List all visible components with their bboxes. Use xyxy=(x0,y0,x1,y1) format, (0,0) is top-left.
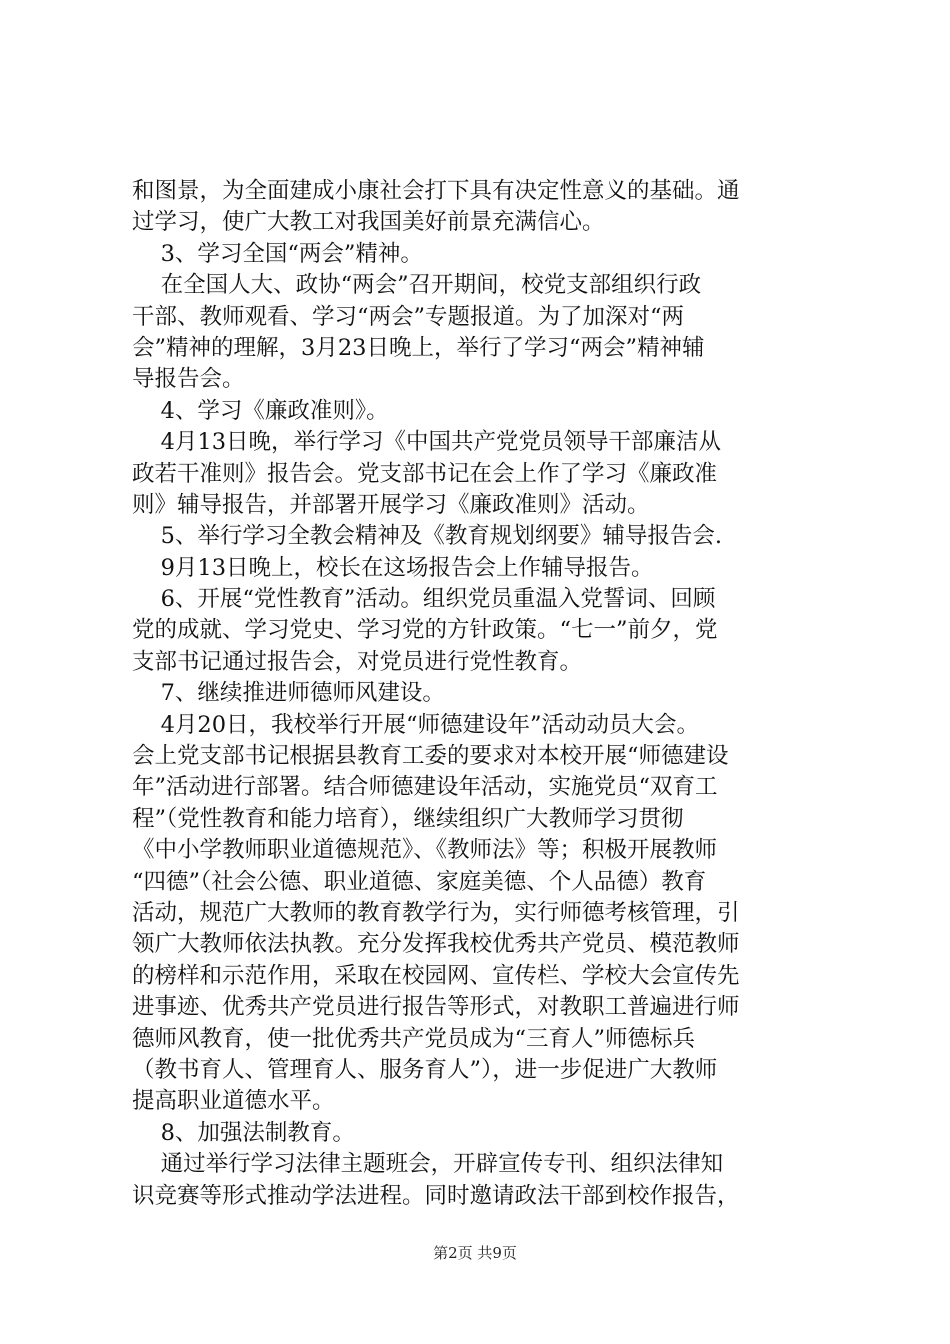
text-line: 在全国人大、政协“两会”召开期间，校党支部组织行政 xyxy=(132,272,702,299)
text-line: 过学习，使广大教工对我国美好前景充满信心。 xyxy=(132,209,605,236)
text-line: 通过举行学习法律主题班会，开辟宣传专刊、组织法律知 xyxy=(132,1151,724,1178)
text-line: （教书育人、管理育人、服务育人”），进一步促进广大教师 xyxy=(132,1056,718,1083)
text-line: 9月13日晚上，校长在这场报告会上作辅导报告。 xyxy=(132,554,654,581)
text-line: 德师风教育，使一批优秀共产党员成为“三育人”师德标兵 xyxy=(132,1025,696,1052)
text-line: 7、继续推进师德师风建设。 xyxy=(132,680,445,707)
text-line: 提高职业道德水平。 xyxy=(132,1088,335,1115)
text-line: 领广大教师依法执教。充分发挥我校优秀共产党员、模范教师 xyxy=(132,931,740,958)
text-line: 3、学习全国“两会”精神。 xyxy=(132,240,423,267)
text-line: 导报告会。 xyxy=(132,366,245,393)
text-line: 会”精神的理解，3月23日晚上，举行了学习“两会”精神辅 xyxy=(132,334,705,361)
text-line: 4、学习《廉政准则》。 xyxy=(132,397,389,424)
text-line: 会上党支部书记根据县教育工委的要求对本校开展“师德建设 xyxy=(132,743,729,770)
text-line: 8、加强法制教育。 xyxy=(132,1119,355,1146)
text-line: 4月13日晚，举行学习《中国共产党党员领导干部廉洁从 xyxy=(132,429,722,456)
text-line: 支部书记通过报告会，对党员进行党性教育。 xyxy=(132,648,583,675)
body-text xyxy=(132,176,832,1212)
text-line: 则》辅导报告，并部署开展学习《廉政准则》活动。 xyxy=(132,491,650,518)
text-line: 政若干准则》报告会。党支部书记在会上作了学习《廉政准 xyxy=(132,460,718,487)
text-line: 党的成就、学习党史、学习党的方针政策。“七一”前夕，党 xyxy=(132,617,718,644)
text-line: 进事迹、优秀共产党员进行报告等形式，对教职工普遍进行师 xyxy=(132,994,740,1021)
text-line: “四德”（社会公德、职业道德、家庭美德、个人品德）教育 xyxy=(132,868,707,895)
text-line: 年”活动进行部署。结合师德建设年活动，实施党员“双育工 xyxy=(132,774,718,801)
text-line: 6、开展“党性教育”活动。组织党员重温入党誓词、回顾 xyxy=(132,586,716,613)
text-line: 5、举行学习全教会精神及《教育规划纲要》辅导报告会. xyxy=(132,523,723,550)
text-line: 和图景，为全面建成小康社会打下具有决定性意义的基础。通 xyxy=(132,178,740,204)
text-line: 《中小学教师职业道德规范》、《教师法》等；积极开展教师 xyxy=(132,837,718,864)
text-line: 程”（党性教育和能力培育），继续组织广大教师学习贯彻 xyxy=(132,805,684,832)
text-line: 干部、教师观看、学习“两会”专题报道。为了加深对“两 xyxy=(132,303,685,330)
page-number-footer: 第2页 共9页 xyxy=(433,1244,517,1262)
text-line: 的榜样和示范作用，采取在校园网、宣传栏、学校大会宣传先 xyxy=(132,962,740,989)
text-line: 活动，规范广大教师的教育教学行为，实行师德考核管理，引 xyxy=(132,899,740,926)
text-line: 识竞赛等形式推动学法进程。同时邀请政法干部到校作报告， xyxy=(132,1182,740,1209)
text-line: 4月20日，我校举行开展“师德建设年”活动动员大会。 xyxy=(132,711,700,738)
